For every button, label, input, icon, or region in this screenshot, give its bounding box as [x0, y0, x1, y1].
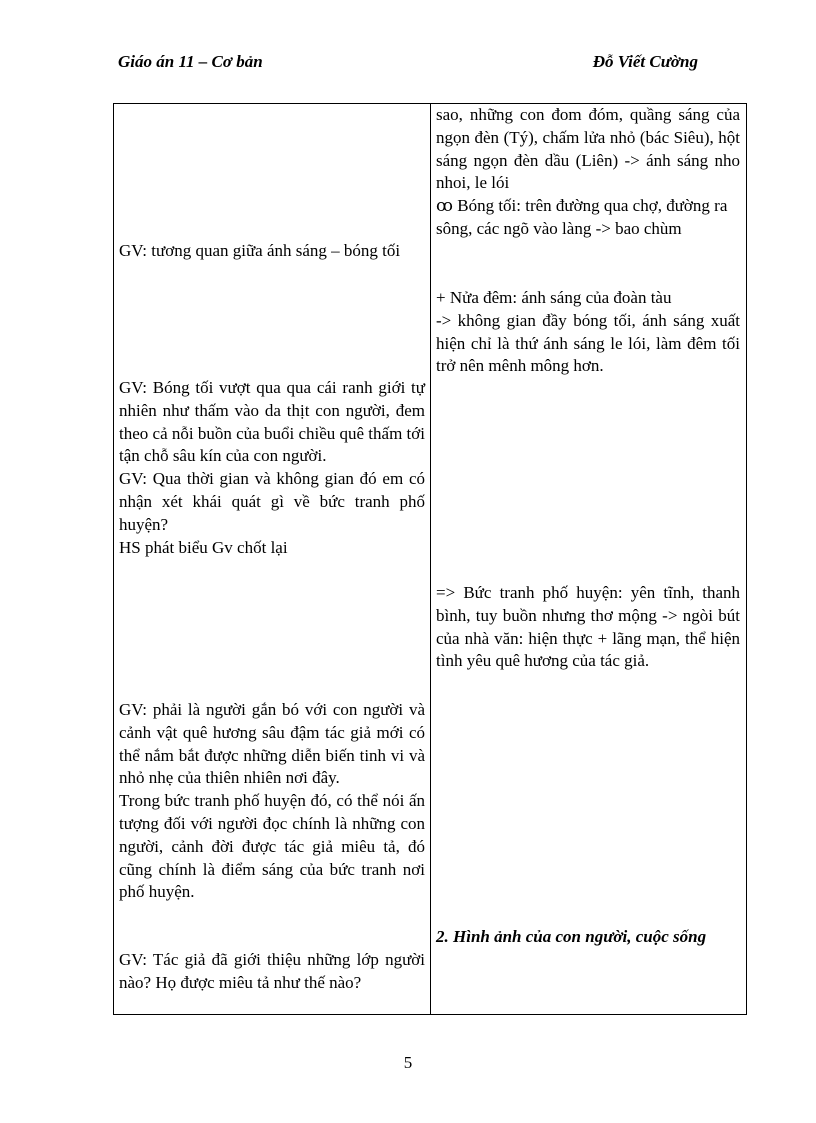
left-paragraph-3: GV: phải là người gắn bó với con người và cảnh vật quê hương sâu đậm tác giả mới có thể nắm bắt được những diễn biến tinh vi và nhỏ nhẹ của thiên nhiên nơi đây. Trong bức tranh phố huyện đó, có thể nói ấn tượng đối với người đọc chính là những con người, cảnh đời được tác giả miêu tả, đó cũng chính là điểm sáng của bức tranh nơi phố huyện. — [119, 700, 425, 902]
page-header — [118, 52, 698, 78]
content-column — [436, 104, 740, 1014]
left-paragraph-1: GV: tương quan giữa ánh sáng – bóng tối — [119, 241, 401, 260]
section-heading: 2. Hình ảnh của con người, cuộc sống — [436, 927, 707, 946]
right-paragraph-2: + Nửa đêm: ánh sáng của đoàn tàu -> không gian đầy bóng tối, ánh sáng xuất hiện chỉ là thứ ánh sáng le lói, làm đêm tối trở nên mênh mông hơn. — [436, 288, 740, 376]
teacher-activity-column — [119, 104, 425, 1014]
page-number: 5 — [403, 1053, 413, 1072]
left-paragraph-4: GV: Tác giả đã giới thiệu những lớp người nào? Họ được miêu tả như thế nào? — [119, 950, 425, 992]
right-paragraph-3: => Bức tranh phố huyện: yên tĩnh, thanh bình, tuy buồn nhưng thơ mộng -> ngòi bút của nhà văn: hiện thực + lãng mạn, thể hiện tình yêu quê hương của tác giả. — [436, 583, 740, 671]
header-author: Đỗ Viết Cường — [592, 52, 698, 71]
right-paragraph-1: sao, những con đom đóm, quầng sáng của ngọn đèn (Tý), chấm lửa nhỏ (bác Siêu), hột sáng ngọn đèn dầu (Liên) -> ánh sáng nho nhoi, le lói ꝏ Bóng tối: trên đường qua chợ, đường ra sông, các ngõ vào làng -> bao chùm — [436, 105, 740, 238]
header-course-title: Giáo án 11 – Cơ bản — [118, 52, 263, 71]
left-paragraph-2: GV: Bóng tối vượt qua qua cái ranh giới tự nhiên như thấm vào da thịt con người, đem theo cả nỗi buồn của buổi chiều quê thấm tới tận chỗ sâu kín của con người. GV: Qua thời gian và không gian đó em có nhận xét khái quát gì về bức tranh phố huyện? HS phát biểu Gv chốt lại — [119, 378, 425, 557]
column-divider — [430, 104, 431, 1014]
lesson-table — [113, 103, 747, 1015]
